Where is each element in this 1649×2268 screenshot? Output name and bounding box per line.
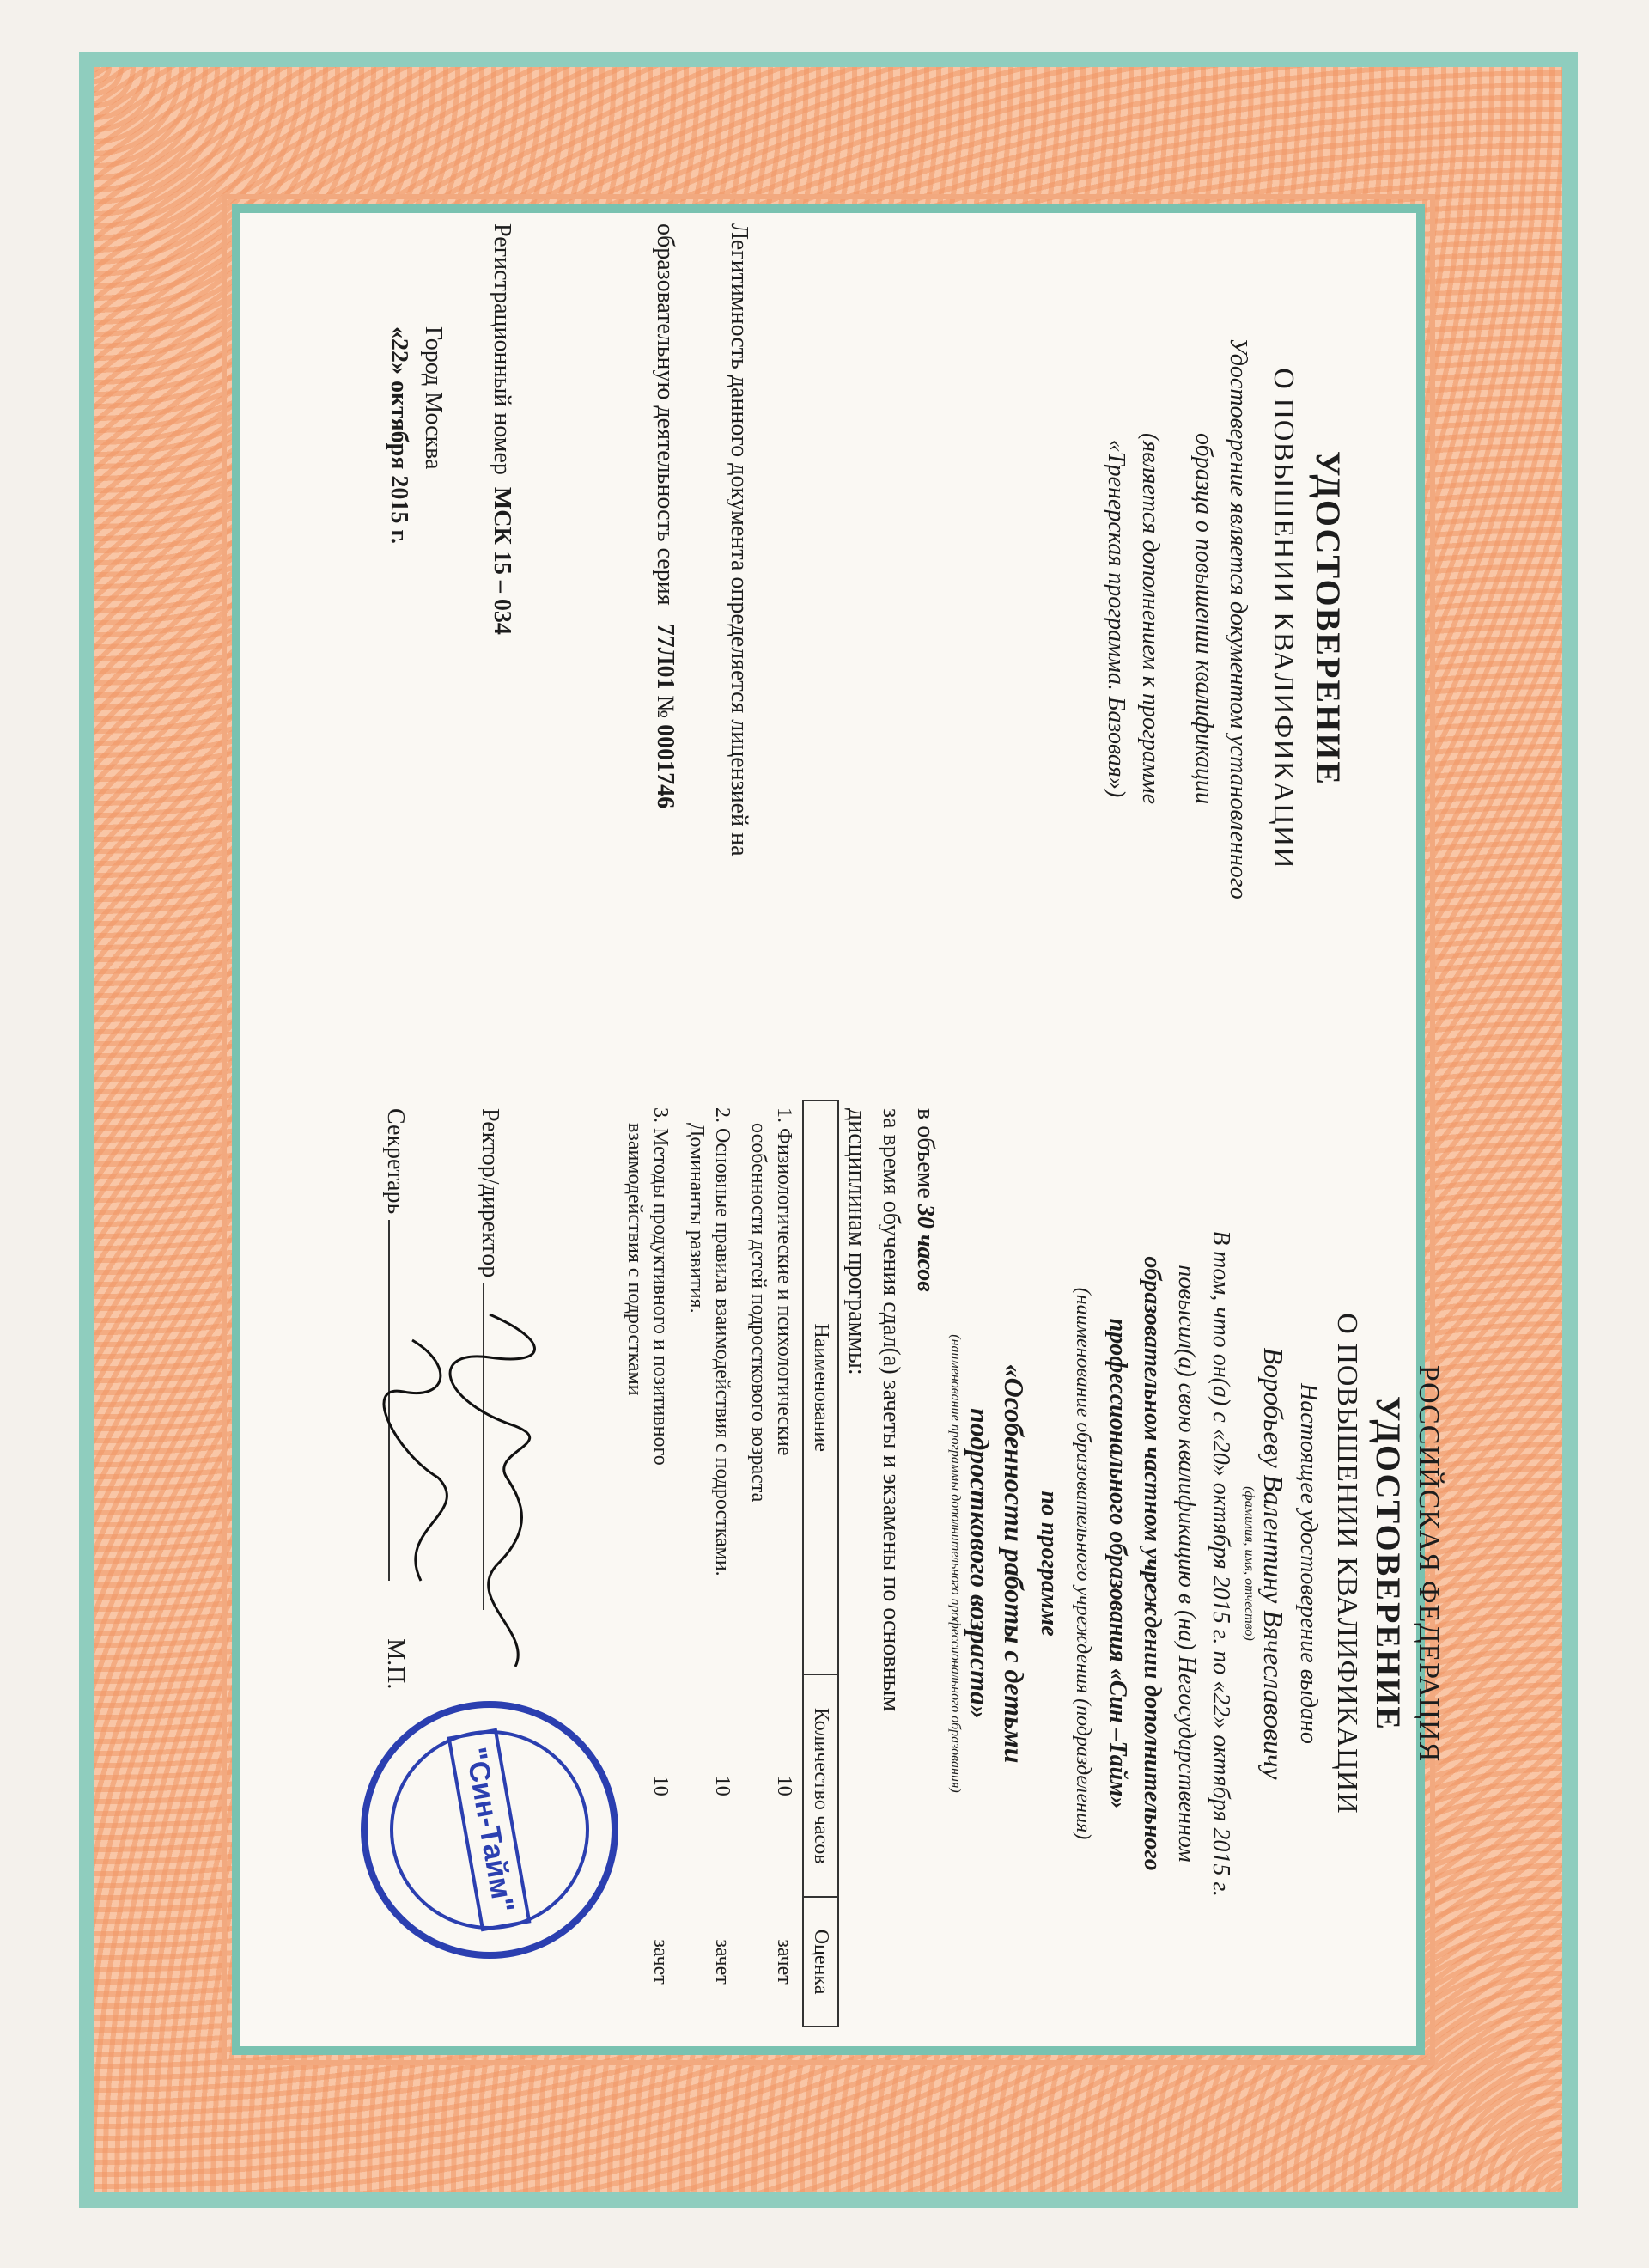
- recipient-name: Воробьеву Валентину Вячеславовичу: [1258, 1347, 1289, 1780]
- table-header-row: [803, 1100, 838, 2027]
- org-caption: (наименование образовательного учреждения (подразделения): [1072, 1287, 1094, 1840]
- left-desc-line1: Удостоверение является документом установленного: [1225, 338, 1251, 899]
- org-line1: образовательном частном учреждении дополнительного: [1139, 1256, 1165, 1871]
- period-line2: повысил(а) свою квалификацию в (на) Негосударственном: [1173, 1265, 1200, 1863]
- certificate-content: [288, 189, 1477, 2027]
- reg-label: Регистрационный номер: [489, 223, 515, 475]
- handwritten-signatures: [378, 1306, 567, 1753]
- reg-line: [484, 223, 519, 1040]
- left-title: УДОСТОВЕРЕНИЕ: [1309, 451, 1348, 786]
- secretary-label: Секретарь: [382, 1108, 409, 1215]
- stamp-brand: "Син-Тайм": [447, 1728, 532, 1931]
- table-row: 2. Основные правила взаимодействия с подростками. Доминанты развития. 10 зачет: [685, 1107, 733, 1984]
- program-line2: подросткового возраста»: [964, 1407, 995, 1720]
- left-addon-line2: «Тренерская программа. Базовая»): [1103, 439, 1129, 798]
- issue-date: «22» октября 2015 г.: [386, 326, 412, 544]
- org-line2: профессионального образования «Син –Тайм»: [1104, 1318, 1131, 1809]
- right-country: РОССИЙСКАЯ ФЕДЕРАЦИЯ: [1413, 1364, 1445, 1763]
- exams-line1: за время обучения сдал(а) зачеты и экзамены по основным: [878, 1108, 904, 1712]
- header-hours: Количество часов: [803, 1674, 838, 1897]
- seal-label: М.П.: [382, 1638, 409, 1690]
- program-by: по программе: [1036, 1491, 1062, 1637]
- volume-line: [908, 1100, 942, 2027]
- right-subtitle: О ПОВЫШЕНИИ КВАЛИФИКАЦИИ: [1331, 1313, 1363, 1814]
- header-name: Наименование: [803, 1100, 838, 1674]
- rector-label: Ректор/директор: [477, 1108, 503, 1278]
- name-caption: (фамилия, имя, отчество): [1242, 1486, 1257, 1641]
- license-block: [381, 223, 756, 1040]
- right-title: УДОСТОВЕРЕНИЕ: [1369, 1396, 1408, 1731]
- license-no-label: №: [652, 695, 678, 719]
- city-date: [381, 223, 450, 1040]
- right-page: [288, 1100, 1477, 2027]
- program-caption: (наименование программы дополнительного профессионального образования): [948, 1334, 963, 1793]
- volume-value: 30 часов: [912, 1204, 939, 1292]
- issued-to: Настоящее удостоверение выдано: [1295, 1383, 1322, 1744]
- official-stamp: [361, 1701, 618, 1959]
- city: Город Москва: [420, 326, 447, 470]
- table-row: 3. Методы продуктивного и позитивного взаимодействия с подростками 10 зачет: [624, 1107, 672, 1984]
- license-line2: [648, 223, 682, 1040]
- reg-number: МСК 15 – 034: [489, 486, 515, 635]
- left-desc-line2: образца о повышении квалификации: [1190, 432, 1217, 805]
- license-number: 0001746: [652, 724, 678, 809]
- exams-line2: дисциплинам программы:: [843, 1108, 870, 1375]
- license-series: 77Л01: [652, 623, 678, 690]
- period-line1: В том, что он(а) с «20» октября 2015 г. по «22» октября 2015 г.: [1208, 1230, 1234, 1897]
- header-grade: Оценка: [803, 1897, 838, 2027]
- license-prefix: образовательную деятельность серия: [652, 223, 678, 606]
- table-row: 1. Физиологические и психологические особенности детей подросткового возраста 10 зачет: [747, 1107, 795, 1984]
- disciplines-table: [617, 1100, 839, 2027]
- volume-label: в объеме: [912, 1108, 939, 1198]
- left-subtitle: О ПОВЫШЕНИИ КВАЛИФИКАЦИИ: [1268, 368, 1299, 869]
- left-addon-line1: (является дополнением к программе: [1137, 432, 1164, 805]
- left-page: [288, 189, 1477, 1048]
- program-line1: «Особенности работы с детьми: [999, 1363, 1030, 1764]
- license-line1: Легитимность данного документа определяется лицензией на: [726, 223, 752, 857]
